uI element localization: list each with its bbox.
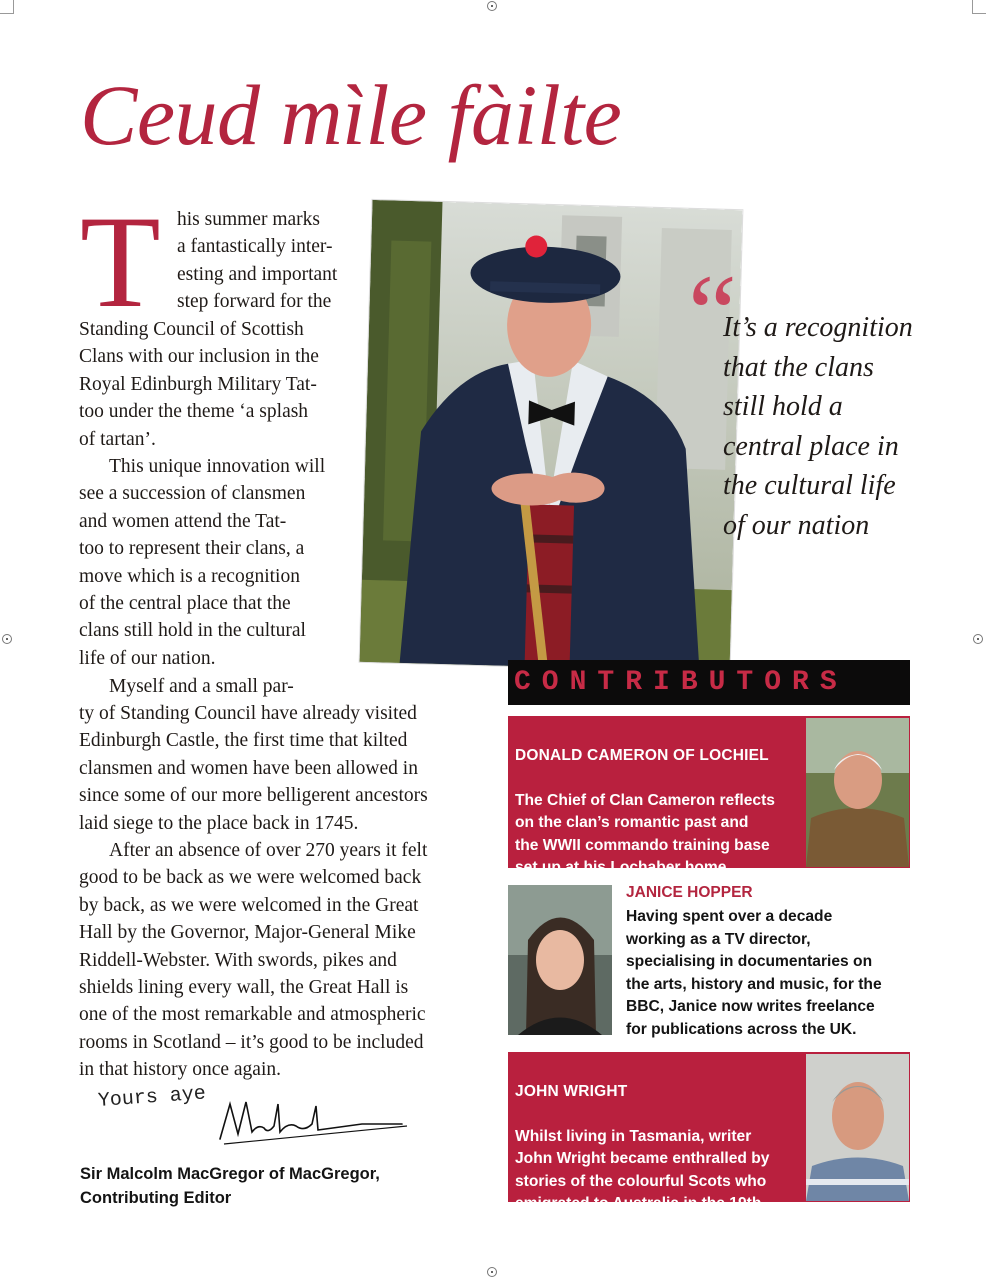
drop-cap: T	[80, 188, 161, 335]
handwritten-signoff: Yours aye	[97, 1082, 207, 1113]
contributor-photo-wright	[806, 1054, 909, 1201]
contributor-name: JOHN WRIGHT	[515, 1082, 628, 1100]
contributor-name: JANICE HOPPER	[626, 884, 753, 901]
registration-mark	[487, 1267, 497, 1277]
registration-mark	[2, 634, 12, 644]
crop-mark	[972, 0, 986, 14]
contributor-wright-text	[515, 1058, 805, 1238]
quote-mark-icon: “	[688, 252, 737, 374]
registration-mark	[487, 1, 497, 11]
contributors-heading: CONTRIBUTORS	[514, 667, 848, 698]
intro-paragraph-3: ty of Standing Council have already visited Edinburgh Castle, the first time that kilted clansmen and women have been allowed in since some of our more belligerent ancestors laid siege to the place back in 1745.	[79, 703, 428, 834]
portrait-icon	[806, 718, 909, 867]
intro-first-lines: his summer marks a fantastically inter- esting and important step forward for the	[177, 209, 338, 313]
author-credit	[80, 1162, 380, 1210]
pull-quote: It’s a recognition that the clans still hold a central place in the cultural life of our nation	[723, 312, 913, 541]
contributor-bio: Having spent over a decade working as a TV director, specialising in documentaries on the arts, history and music, for the BBC, Janice now writes freelance for publications across the UK.	[626, 908, 882, 1038]
clansman-photo-icon	[360, 200, 743, 672]
intro-paragraph-1: Standing Council of Scottish Clans with our inclusion in the Royal Edinburgh Military Tat- too under the theme ‘a splash of tartan’.	[79, 319, 319, 450]
contributors-banner	[508, 660, 910, 705]
page-title: Ceud mìle fàilte	[80, 67, 622, 163]
intro-paragraph-4: After an absence of over 270 years it felt good to be back as we were welcomed back by back, as we were welcomed in the Great Hall by the Governor, Major-General Mike Riddell-Webster. With swords, pikes and shields lining every wall, the Great Hall is one of the most remarkable and atmospheric rooms in Scotland – it’s good to be included in that history once again.	[79, 840, 428, 1081]
contributor-lochiel-text	[515, 722, 805, 902]
author-role: Contributing Editor	[80, 1189, 232, 1207]
portrait-icon	[806, 1054, 909, 1201]
contributor-bio: The Chief of Clan Cameron reflects on the clan’s romantic past and the WWII commando training base set up at his Lochaber home,	[515, 791, 775, 876]
intro-paragraph-3-start: Myself and a small par-	[109, 676, 294, 697]
crop-mark	[0, 0, 14, 14]
contributor-bio: Whilst living in Tasmania, writer John Wright became enthralled by stories of the colourful Scots who emigrated to Australia in the 19th century.	[515, 1127, 770, 1235]
portrait-icon	[508, 885, 612, 1035]
signature-icon	[212, 1084, 412, 1154]
contributor-photo-lochiel	[806, 718, 909, 867]
registration-mark	[973, 634, 983, 644]
author-name: Sir Malcolm MacGregor of MacGregor,	[80, 1165, 380, 1183]
contributor-photo-hopper	[508, 885, 612, 1035]
contributor-name: DONALD CAMERON OF LOCHIEL	[515, 746, 769, 764]
intro-paragraph-2: This unique innovation will see a succession of clansmen and women attend the Tat- too to represent their clans, a move which is a recognition of the central place that the clans still hold in the cultural life of our nation.	[79, 456, 326, 669]
main-photo	[360, 200, 743, 672]
